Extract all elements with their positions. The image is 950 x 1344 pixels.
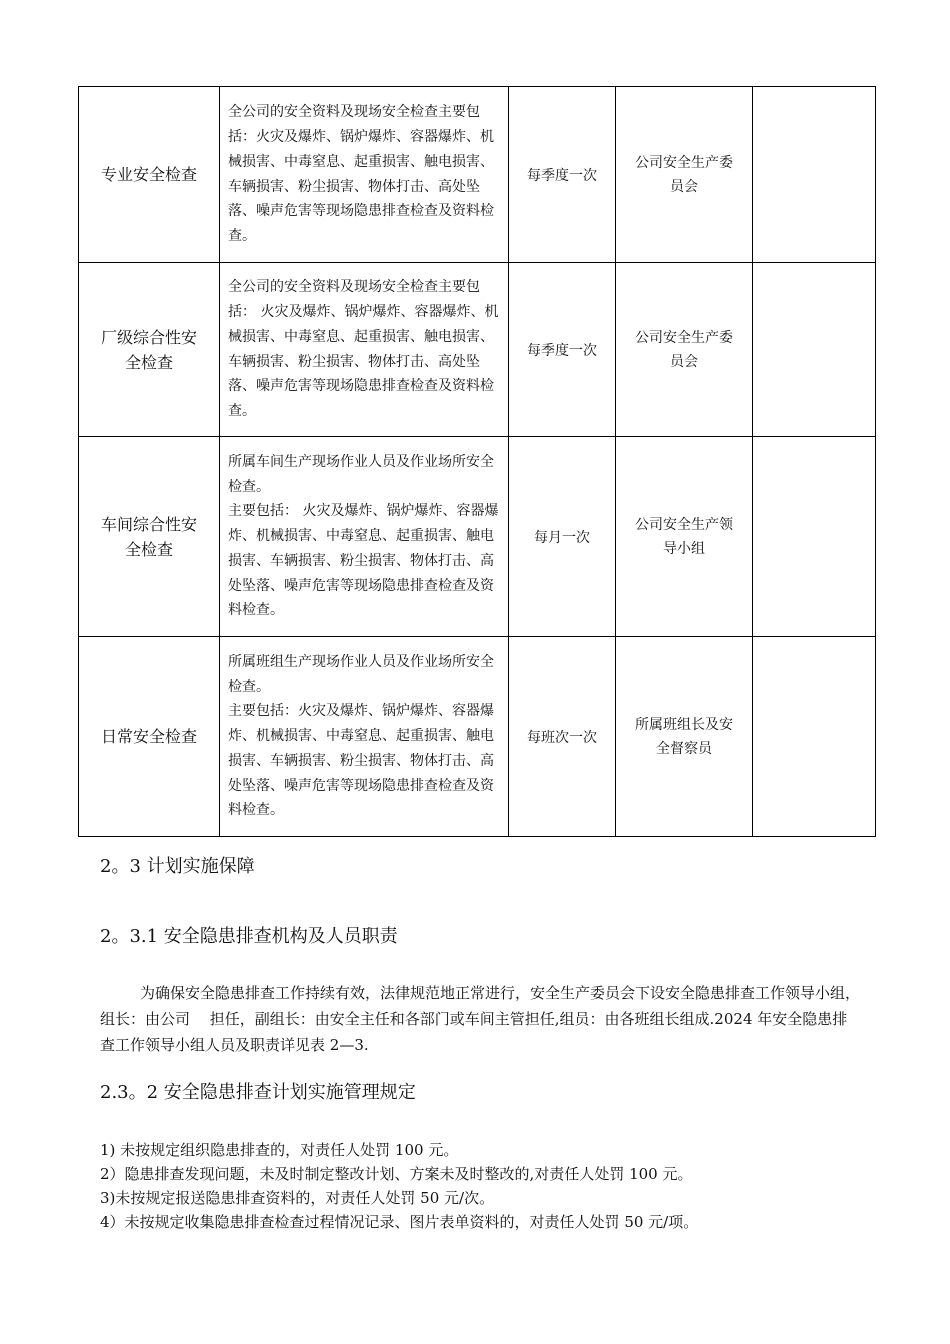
inspection-type-cell: 车间综合性安全检查 [79,437,220,637]
inspection-frequency-cell: 每班次一次 [509,637,616,837]
organization-paragraph: 为确保安全隐患排查工作持续有效，法律规范地正常进行，安全生产委员会下设安全隐患排查工作领导小组，组长：由公司 担任，副组长：由安全主任和各部门或车间主管担任,组员：由各班组长组成.2024 年安全隐患排查工作领导小组人员及职责详见表 2—3. [100,984,861,1054]
table-row [79,87,876,263]
inspection-type-cell: 专业安全检查 [79,87,220,263]
section-heading-2-3-1: 2。3.1 安全隐患排查机构及人员职责 [100,926,398,947]
inspection-frequency-cell: 每季度一次 [509,87,616,263]
inspection-content-cell: 全公司的安全资料及现场安全检查主要包括： 火灾及爆炸、锅炉爆炸、容器爆炸、机械损害、中毒窒息、起重损害、触电损害、车辆损害、粉尘损害、物体打击、高处坠落、噪声危害等现场隐患排查检查及资料检查。 [220,263,509,437]
inspection-organizer-cell: 公司安全生产领导小组 [616,437,753,637]
list-item: 4）未按规定收集隐患排查检查过程情况记录、图片表单资料的，对责任人处罚 50 元/项。 [100,1213,699,1231]
inspection-type-cell: 厂级综合性安全检查 [79,263,220,437]
list-item: 2）隐患排查发现问题，未及时制定整改计划、方案未及时整改的,对责任人处罚 100 元。 [100,1165,693,1183]
inspection-plan-table [78,86,876,837]
inspection-content-cell: 所属班组生产现场作业人员及作业场所安全检查。 主要包括：火灾及爆炸、锅炉爆炸、容器爆炸、机械损害、中毒窒息、起重损害、触电损害、车辆损害、粉尘损害、物体打击、高处坠落、噪声危害等现场隐患排查检查及资料检查。 [220,637,509,837]
table-row [79,637,876,837]
remark-cell [753,263,876,437]
inspection-organizer-cell: 公司安全生产委员会 [616,87,753,263]
inspection-frequency-cell: 每月一次 [509,437,616,637]
inspection-organizer-cell: 所属班组长及安全督察员 [616,637,753,837]
section-heading-2-3: 2。3 计划实施保障 [100,856,255,877]
table-row [79,263,876,437]
penalty-list [100,1138,880,1234]
remark-cell [753,437,876,637]
table-row [79,437,876,637]
section-heading-2-3-2: 2.3。2 安全隐患排查计划实施管理规定 [100,1082,416,1103]
inspection-frequency-cell: 每季度一次 [509,263,616,437]
list-item: 1) 未按规定组织隐患排查的，对责任人处罚 100 元。 [100,1141,459,1159]
inspection-type-cell: 日常安全检查 [79,637,220,837]
remark-cell [753,87,876,263]
remark-cell [753,637,876,837]
inspection-organizer-cell: 公司安全生产委员会 [616,263,753,437]
list-item: 3)未按规定报送隐患排查资料的，对责任人处罚 50 元/次。 [100,1189,495,1207]
inspection-content-cell: 全公司的安全资料及现场安全检查主要包括：火灾及爆炸、锅炉爆炸、容器爆炸、机械损害、中毒窒息、起重损害、触电损害、车辆损害、粉尘损害、物体打击、高处坠落、噪声危害等现场隐患排查检查及资料检查。 [220,87,509,263]
inspection-content-cell: 所属车间生产现场作业人员及作业场所安全检查。 主要包括： 火灾及爆炸、锅炉爆炸、容器爆炸、机械损害、中毒窒息、起重损害、触电损害、车辆损害、粉尘损害、物体打击、高处坠落、噪声危害等现场隐患排查检查及资料检查。 [220,437,509,637]
